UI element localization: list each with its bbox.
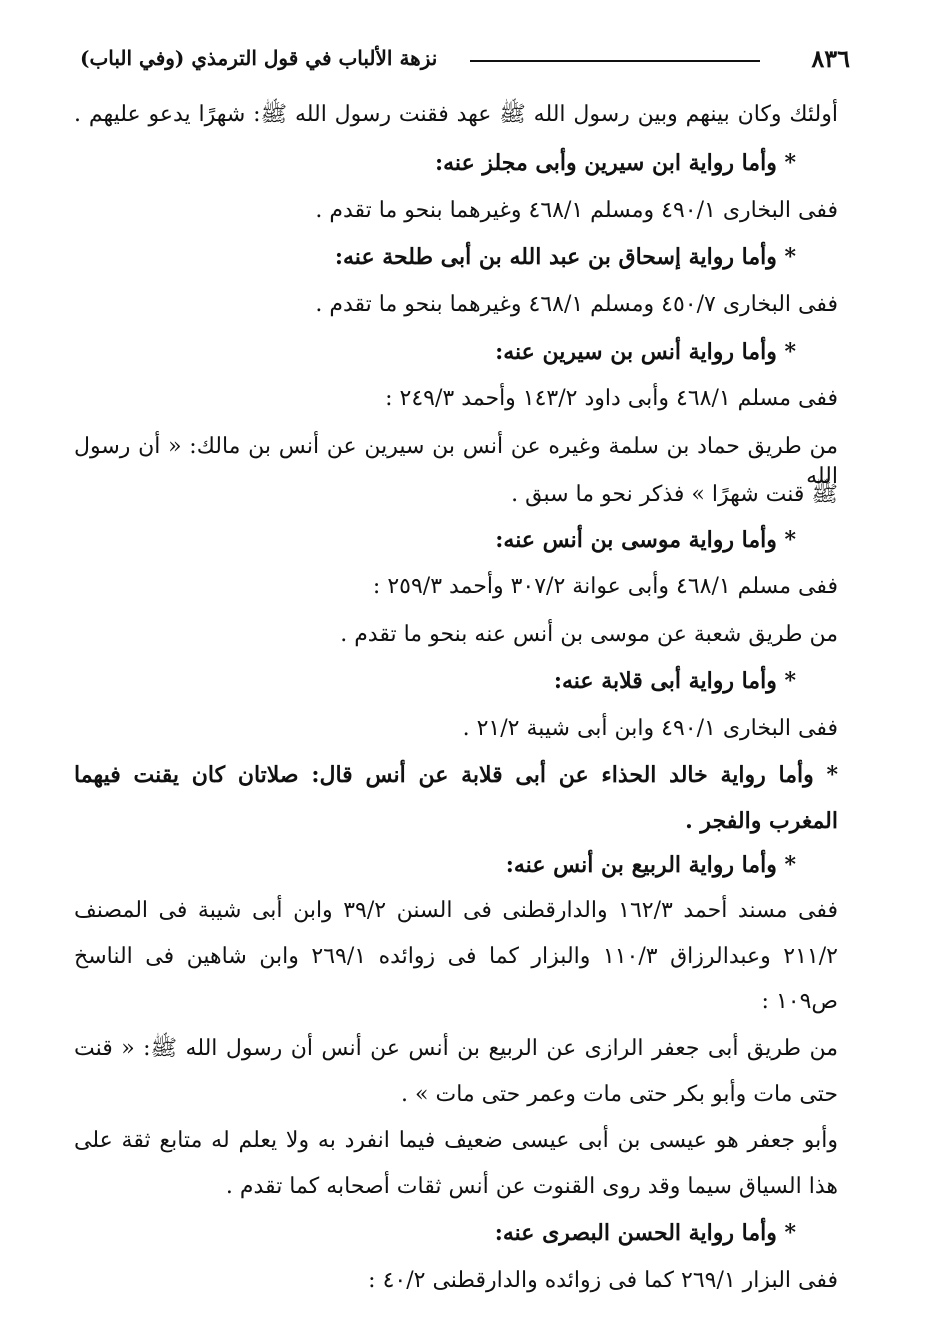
section-heading: * وأما رواية الحسن البصرى عنه: [494, 1220, 796, 1246]
section-heading: * وأما رواية الربيع بن أنس عنه: [505, 852, 796, 878]
section-heading: * وأما رواية موسى بن أنس عنه: [495, 527, 796, 553]
text-line: من طريق حماد بن سلمة وغيره عن أنس بن سيرين عن أنس بن مالك: « أن رسول الله [74, 434, 838, 489]
text-line: حتى مات وأبو بكر حتى مات وعمر حتى مات » . [401, 1082, 838, 1107]
text-line: ففى البخارى ٤٩٠/١ وابن أبى شيبة ٢١/٢ . [462, 716, 838, 741]
running-header [70, 44, 850, 78]
text-line: ففى البزار ٢٦٩/١ كما فى زوائده والدارقطنى ٤٠/٢ : [368, 1268, 838, 1293]
running-title: نزهة الألباب في قول الترمذي (وفي الباب) [80, 46, 438, 70]
text-line: أولئك وكان بينهم وبين رسول الله ﷺ عهد فقنت رسول الله ﷺ: شهرًا يدعو عليهم . [74, 102, 838, 127]
section-heading: * وأما رواية إسحاق بن عبد الله بن أبى طلحة عنه: [334, 244, 796, 270]
section-heading: * وأما رواية خالد الحذاء عن أبى قلابة عن أنس قال: صلاتان كان يقنت فيهما [74, 762, 838, 788]
section-heading: المغرب والفجر . [685, 808, 838, 834]
section-heading: * وأما رواية ابن سيرين وأبى مجلز عنه: [435, 150, 796, 176]
text-line: هذا السياق سيما وقد روى القنوت عن أنس ثقات أصحابه كما تقدم . [225, 1174, 838, 1199]
header-rule [470, 60, 760, 62]
text-line: ففى مسلم ٤٦٨/١ وأبى عوانة ٣٠٧/٢ وأحمد ٢٥٩/٣ : [372, 574, 838, 599]
text-line: ففى مسند أحمد ١٦٢/٣ والدارقطنى فى السنن ٣٩/٢ وابن أبى شيبة فى المصنف [74, 898, 838, 923]
page-number: ٨٣٦ [811, 44, 850, 73]
text-line: ففى البخارى ٤٥٠/٧ ومسلم ٤٦٨/١ وغيرهما بنحو ما تقدم . [315, 292, 838, 317]
text-line: من طريق شعبة عن موسى بن أنس عنه بنحو ما تقدم . [340, 622, 838, 647]
text-line: من طريق أبى جعفر الرازى عن الربيع بن أنس عن أنس أن رسول الله ﷺ: « قنت [74, 1036, 838, 1061]
section-heading: * وأما رواية أنس بن سيرين عنه: [495, 339, 796, 365]
text-line: ﷺ قنت شهرًا » فذكر نحو ما سبق . [511, 482, 838, 507]
text-line: ففى البخارى ٤٩٠/١ ومسلم ٤٦٨/١ وغيرهما بنحو ما تقدم . [315, 198, 838, 223]
text-line: وأبو جعفر هو عيسى بن أبى عيسى ضعيف فيما انفرد به ولا يعلم له متابع ثقة على [74, 1128, 838, 1153]
text-line: ففى مسلم ٤٦٨/١ وأبى داود ١٤٣/٢ وأحمد ٢٤٩/٣ : [385, 386, 838, 411]
text-line: ص١٠٩ : [761, 989, 838, 1014]
text-line: ٢١١/٢ وعبدالرزاق ١١٠/٣ والبزار كما فى زوائده ٢٦٩/١ وابن شاهين فى الناسخ [74, 944, 838, 969]
section-heading: * وأما رواية أبى قلابة عنه: [553, 668, 796, 694]
